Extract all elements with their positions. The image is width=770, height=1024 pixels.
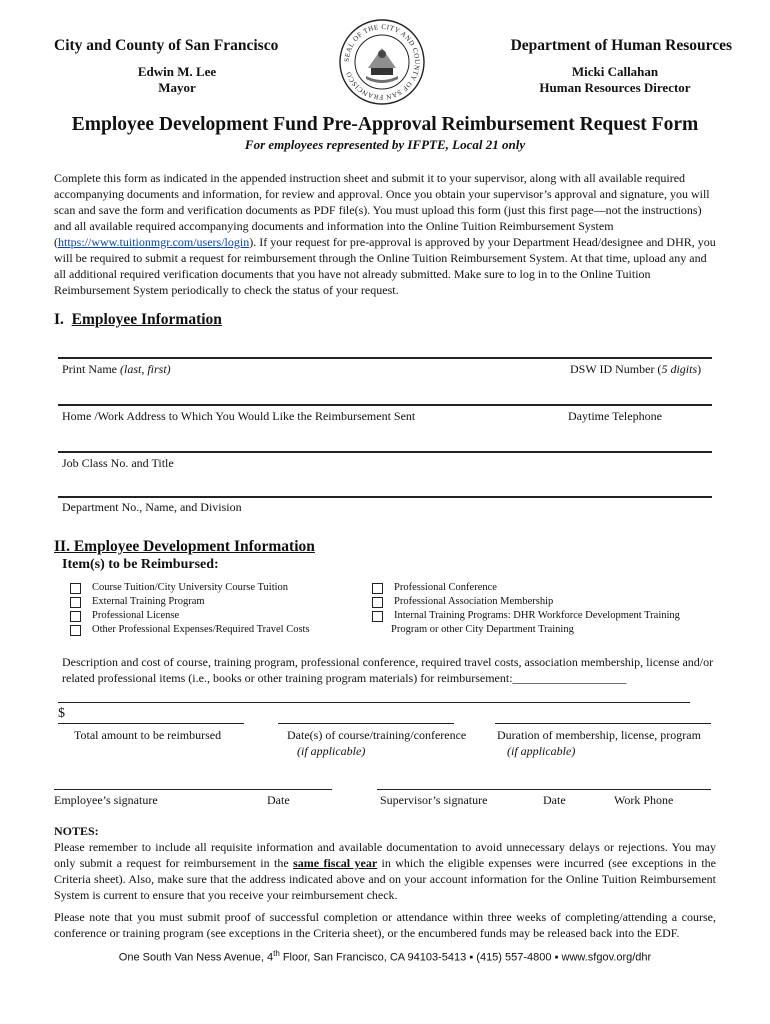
dates-label-block — [287, 727, 466, 759]
director-name: Micki Callahan — [571, 64, 659, 79]
work-phone-label: Work Phone — [614, 793, 674, 807]
item-label: Course Tuition/City University Course Tuition — [92, 582, 289, 593]
checkbox[interactable] — [372, 611, 383, 622]
divider — [58, 404, 712, 406]
currency-symbol: $ — [58, 706, 65, 721]
items-heading: Item(s) to be Reimbursed: — [62, 557, 219, 572]
section-1-number: I. — [54, 311, 64, 328]
city-county-name: City and County of San Francisco — [54, 37, 279, 54]
checkbox[interactable] — [372, 583, 383, 594]
section-1-title: Employee Information — [71, 311, 222, 328]
mayor-name: Edwin M. Lee — [137, 64, 217, 79]
job-class-label: Job Class No. and Title — [62, 456, 174, 470]
item-association-membership[interactable] — [372, 595, 680, 609]
item-label: Professional License — [92, 610, 180, 621]
item-professional-conference[interactable] — [372, 581, 680, 595]
duration-line[interactable] — [495, 723, 711, 724]
supervisor-signature-label: Supervisor’s signature — [380, 793, 488, 807]
notes-heading: NOTES: — [54, 824, 99, 838]
footer-text: One South Van Ness Avenue, 4 — [118, 951, 274, 964]
duration-label: Duration of membership, license, program — [497, 728, 701, 742]
notes-emphasis: same fiscal year — [293, 856, 378, 870]
supervisor-date-label: Date — [543, 793, 566, 807]
director-block — [520, 64, 710, 96]
dsw-id-text: DSW ID Number ( — [570, 362, 662, 376]
total-amount-label: Total amount to be reimbursed — [74, 728, 222, 742]
item-label: Internal Training Programs: DHR Workforce Development Training — [394, 610, 680, 621]
print-name-text: Print Name — [62, 362, 120, 376]
dates-line[interactable] — [278, 723, 454, 724]
footer-text: Floor, San Francisco, CA 94103-5413 ▪ (415) 557-4800 ▪ www.sfgov.org/dhr — [279, 951, 652, 964]
department-name: Department of Human Resources — [510, 37, 732, 54]
item-label: Other Professional Expenses/Required Travel Costs — [92, 624, 310, 635]
mayor-block — [120, 64, 234, 96]
intro-text-2: ). If your request for pre-approval is approved by your Department Head/designee and DHR, you will be required to submit a request for reimbursement through the Online Tuition Reimbursement System. At that time, upload any and all additional required verification documents that you have not already submitted. Make sure to log in to the Online Tuition Reimbursement System periodically to check the status of your request. — [54, 235, 716, 297]
dsw-id-close: ) — [697, 362, 702, 376]
item-label: Professional Association Membership — [394, 596, 554, 607]
description-line[interactable] — [58, 702, 690, 703]
description-prompt: Description and cost of course, training program, professional conference, required travel costs, association membership, license and/or related professional items (i.e., books or other training program materials) for reimbursement:___________________ — [62, 655, 714, 685]
divider — [58, 496, 712, 498]
city-seal-icon — [338, 18, 426, 106]
address-label: Home /Work Address to Which You Would Like the Reimbursement Sent — [62, 409, 416, 423]
total-amount-line[interactable] — [58, 723, 244, 724]
checkbox[interactable] — [372, 597, 383, 608]
item-course-tuition[interactable] — [70, 581, 310, 595]
notes-text: in which the eligible expenses were incurred (see exceptions in the Criteria sheet). Also, make sure that the address indicated above and on your account information for the Online Tuition Reimbursement System is current to ensure that you receive your reimbursement check. — [54, 856, 716, 902]
employee-signature-label: Employee’s signature — [54, 793, 158, 807]
print-name-label — [62, 362, 171, 377]
divider — [58, 451, 712, 453]
seal-lettering: SEAL OF THE CITY AND COUNTY OF SAN FRANCISCO — [342, 22, 422, 102]
item-label: External Training Program — [92, 596, 205, 607]
left-items-list — [70, 581, 310, 637]
checkbox[interactable] — [70, 625, 81, 636]
item-internal-training-cont: Program or other City Department Training — [391, 624, 574, 635]
print-name-hint: (last, first) — [120, 362, 171, 376]
item-external-training[interactable] — [70, 595, 310, 609]
notes-paragraph-1 — [54, 839, 716, 903]
director-title: Human Resources Director — [539, 80, 691, 95]
department-label: Department No., Name, and Division — [62, 500, 242, 514]
footer-superscript: th — [273, 949, 280, 958]
duration-label-block — [497, 727, 701, 759]
phone-label: Daytime Telephone — [568, 409, 662, 423]
section-1-heading — [54, 311, 222, 329]
dsw-id-label — [570, 362, 701, 377]
item-other-expenses[interactable] — [70, 623, 310, 637]
footer-address — [0, 949, 770, 964]
notes-paragraph-2: Please note that you must submit proof of successful completion or attendance within three weeks of completing/attending a course, conference or training program (see exceptions in the Criteria sheet), or the encumbered funds may be released back into the EDF. — [54, 910, 716, 940]
mayor-title: Mayor — [158, 80, 196, 95]
notes-text: Please remember to include all requisite information and available documentation to avoid unnecessary delays or rejections. You may only submit a request for reimbursement in the — [54, 840, 716, 870]
divider — [58, 357, 712, 359]
item-professional-license[interactable] — [70, 609, 310, 623]
employee-signature-line[interactable] — [54, 789, 332, 790]
intro-paragraph — [54, 170, 716, 298]
supervisor-signature-line[interactable] — [377, 789, 711, 790]
item-internal-training[interactable] — [372, 609, 680, 623]
checkbox[interactable] — [70, 597, 81, 608]
notes-section — [54, 823, 716, 941]
checkbox[interactable] — [70, 611, 81, 622]
tuition-system-link[interactable]: https://www.tuitionmgr.com/users/login — [58, 235, 250, 249]
dsw-id-hint: 5 digits — [661, 362, 698, 376]
section-2-title: II. Employee Development Information — [54, 538, 315, 555]
duration-hint: (if applicable) — [507, 744, 576, 758]
right-items-list — [372, 581, 680, 637]
dates-hint: (if applicable) — [297, 744, 366, 758]
dates-label: Date(s) of course/training/conference — [287, 728, 467, 742]
checkbox[interactable] — [70, 583, 81, 594]
item-label: Professional Conference — [394, 582, 497, 593]
form-subtitle: For employees represented by IFPTE, Local 21 only — [244, 137, 526, 152]
intro-text-1: Complete this form as indicated in the appended instruction sheet and submit it to your supervisor, along with all available required accompanying documents and information, for review and approval. Once you obtain your supervisor’s approval and signature, you will scan and save the form and verification documents as PDF file(s). You must upload this form (just this first page—not the instructions) and all available required accompanying documents and information into the Online Tuition Reimbursement System ( — [54, 171, 710, 249]
employee-date-label: Date — [267, 793, 290, 807]
form-title: Employee Development Fund Pre-Approval Reimbursement Request Form — [71, 114, 699, 135]
